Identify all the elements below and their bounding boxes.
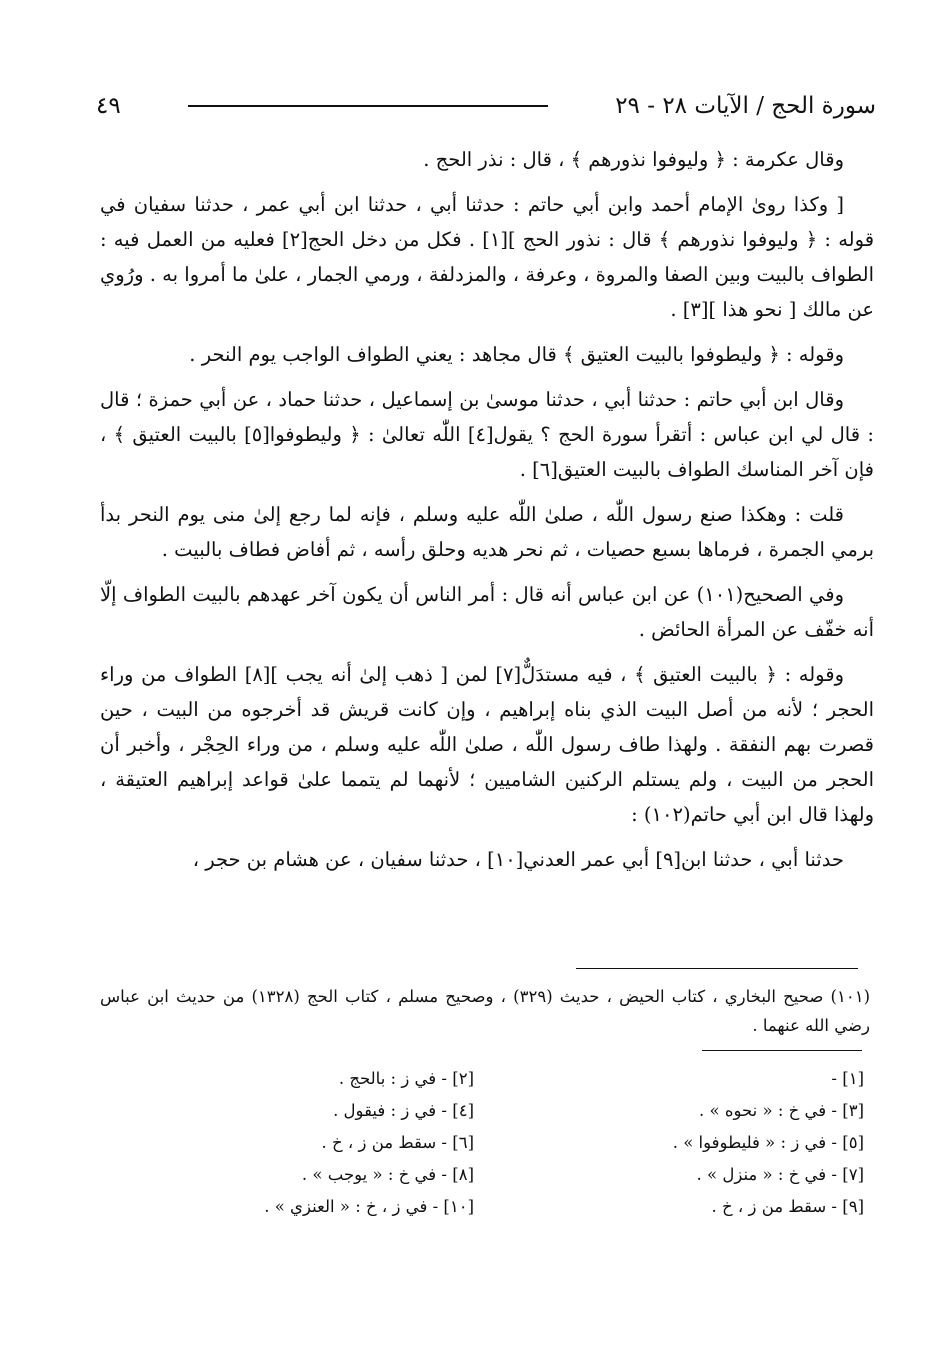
running-title: سورة الحج / الآيات ٢٨ - ٢٩ <box>615 93 876 119</box>
variant-note: [٤] - في ز : فيقول . <box>333 1101 474 1120</box>
variant-note: [٧] - في خ : « منزل » . <box>696 1165 864 1184</box>
variant-note: [٩] - سقط من ز ، خ . <box>711 1197 864 1216</box>
manuscript-variants <box>144 1064 864 1221</box>
header-rule <box>188 105 548 107</box>
paragraph: وقال عكرمة : ﴿ وليوفوا نذورهم ﴾ ، قال : نذر الحج . <box>423 148 844 171</box>
footnote: (١٠١) صحيح البخاري ، كتاب الحيض ، حديث (٣٢٩) ، وصحيح مسلم ، كتاب الحج (١٣٢٨) من حديث ابن عباس رضي الله عنهما . <box>100 987 871 1035</box>
paragraph: وقال ابن أبي حاتم : حدثنا أبي ، حدثنا موسىٰ بن إسماعيل ، حدثنا حماد ، عن أبي حمزة ؛ قال : قال لي ابن عباس : أتقرأ سورة الحج ؟ يقول[٤] اللّٰه تعالىٰ : ﴿ وليطوفوا[٥] بالبيت العتيق ﴾ ، فإن آخر المناسك الطواف بالبيت العتيق[٦] . <box>100 388 874 481</box>
paragraph: حدثنا أبي ، حدثنا ابن[٩] أبي عمر العدني[١٠] ، حدثنا سفيان ، عن هشام بن حجر ، <box>192 848 844 871</box>
paragraph: وقوله : ﴿ بالبيت العتيق ﴾ ، فيه مستدَلٌّ[٧] لمن [ ذهب إلىٰ أنه يجب ][٨] الطواف من وراء الحجر ؛ لأنه من أصل البيت الذي بناه إبراهيم ، وإن كانت قريش قد أخرجوه من البيت ، حين قصرت بهم النفقة . ولهذا طاف رسول اللّٰه ، صلىٰ اللّٰه عليه وسلم ، من وراء الحِجْر ، وأخبر أن الحجر من البيت ، ولم يستلم الركنين الشاميين ؛ لأنهما لم يتمما علىٰ قواعد إبراهيم العتيقة ، ولهذا قال ابن أبي حاتم(١٠٢) : <box>100 663 874 826</box>
variant-note: [١٠] - في ز ، خ : « العنزي » . <box>264 1197 474 1216</box>
variant-note: [٢] - في ز : بالحج . <box>338 1069 474 1088</box>
variants-separator <box>702 1050 862 1051</box>
page-number: ٤٩ <box>96 93 121 119</box>
variant-note: [٦] - سقط من ز ، خ . <box>321 1133 474 1152</box>
paragraph: وقوله : ﴿ وليطوفوا بالبيت العتيق ﴾ قال مجاهد : يعني الطواف الواجب يوم النحر . <box>189 343 844 366</box>
variant-note: [١] - <box>831 1069 864 1088</box>
page-header <box>96 86 876 126</box>
footnote-separator <box>576 968 858 969</box>
variant-note: [٥] - في ز : « فليطوفوا » . <box>672 1133 864 1152</box>
variant-note: [٣] - في خ : « نحوه » . <box>699 1101 864 1120</box>
main-text <box>100 142 874 883</box>
paragraph: وفي الصحيح(١٠١) عن ابن عباس أنه قال : أمر الناس أن يكون آخر عهدهم بالبيت الطواف إلّا أنه خفّف عن المرأة الحائض . <box>100 583 874 641</box>
variant-note: [٨] - في خ : « يوجب » . <box>301 1165 474 1184</box>
paragraph: [ وكذا روىٰ الإمام أحمد وابن أبي حاتم : حدثنا أبي ، حدثنا ابن أبي عمر ، حدثنا سفيان في قوله : ﴿ وليوفوا نذورهم ﴾ قال : نذور الحج ][١] . فكل من دخل الحج[٢] فعليه من العمل فيه : الطواف بالبيت وبين الصفا والمروة ، وعرفة ، والمزدلفة ، ورمي الجمار ، علىٰ ما أمروا به . ورُوي عن مالك [ نحو هذا ][٣] . <box>100 193 875 321</box>
paragraph: قلت : وهكذا صنع رسول اللّٰه ، صلىٰ اللّٰه عليه وسلم ، فإنه لما رجع إلىٰ منى يوم النحر بدأ برمي الجمرة ، فرماها بسبع حصيات ، ثم نحر هديه وحلق رأسه ، ثم أفاض فطاف بالبيت . <box>100 503 874 561</box>
